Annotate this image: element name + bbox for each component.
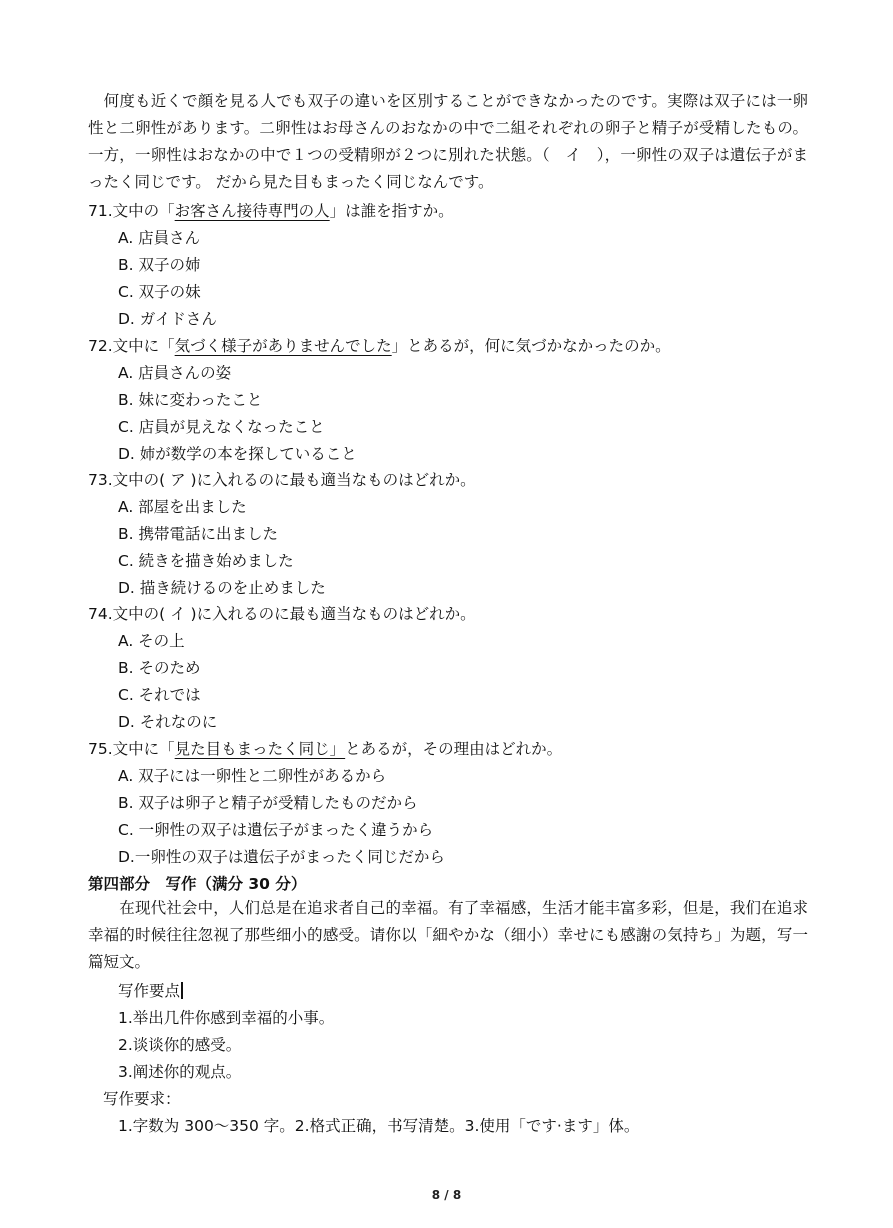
- question-stem-pre: 71.文中の「: [88, 202, 175, 220]
- option-73-d: D. 描き続けるのを止めました: [118, 579, 326, 597]
- question-underlined-phrase: お客さん接待専門の人: [174, 202, 330, 220]
- question-stem-post: とあるが，その理由はどれか。: [345, 740, 563, 758]
- option-75-c: C. 一卵性の双子は遺伝子がまったく違うから: [118, 821, 434, 839]
- question-71: [88, 200, 454, 222]
- option-72-c: C. 店員が見えなくなったこと: [118, 418, 325, 436]
- question-stem-post: 」とあるが，何に気づかなかったのか。: [391, 337, 671, 355]
- option-72-d: D. 姉が数学の本を探していること: [118, 445, 357, 463]
- writing-point-1: 1.举出几件你感到幸福的小事。: [118, 1009, 335, 1027]
- question-underlined-phrase: 見た目もまったく同じ」: [174, 740, 346, 758]
- question-stem-post: 」は誰を指すか。: [329, 202, 454, 220]
- page-number: 8 / 8: [431, 1188, 462, 1202]
- question-75: [88, 738, 562, 760]
- question-74: [88, 603, 476, 625]
- text-cursor: [181, 982, 183, 999]
- option-74-b: B. そのため: [118, 659, 201, 677]
- writing-points-title: 写作要点: [118, 980, 183, 1002]
- question-stem-pre: 75.文中に「: [88, 740, 175, 758]
- option-73-a: A. 部屋を出ました: [118, 498, 247, 516]
- question-stem-pre: 73.文中の( ア )に入れるのに最も適当なものはどれか。: [88, 471, 476, 489]
- option-75-b: B. 双子は卵子と精子が受精したものだから: [118, 794, 418, 812]
- question-72: [88, 335, 671, 357]
- section-heading: 第四部分 写作（满分 30 分）: [88, 875, 307, 893]
- question-underlined-phrase: 気づく様子がありませんでした: [174, 337, 392, 355]
- writing-requirements-text: 1.字数为 300～350 字。2.格式正确，书写清楚。3.使用「です·ます」体。: [118, 1117, 640, 1135]
- option-72-a: A. 店員さんの姿: [118, 364, 232, 382]
- option-72-b: B. 妹に変わったこと: [118, 391, 263, 409]
- option-73-c: C. 続きを描き始めました: [118, 552, 294, 570]
- writing-point-3: 3.阐述你的观点。: [118, 1063, 242, 1081]
- option-74-d: D. それなのに: [118, 713, 218, 731]
- option-75-a: A. 双子には一卵性と二卵性があるから: [118, 767, 387, 785]
- option-71-a: A. 店員さん: [118, 229, 201, 247]
- option-71-c: C. 双子の妹: [118, 283, 201, 301]
- passage-paragraph: 何度も近くで顔を見る人でも双子の違いを区別することができなかったのです。実際は双子には一卵性と二卵性があります。二卵性はお母さんのおなかの中で二組それぞれの卵子と精子が受精したもの。一方，一卵性はおなかの中で１つの受精卵が２つに別れた状態。（ イ ），一卵性の双子は遺伝子がまったく同じです。 だから見た目もまったく同じなんです。: [88, 92, 808, 191]
- option-71-d: D. ガイドさん: [118, 310, 217, 328]
- writing-prompt: 在现代社会中，人们总是在追求者自己的幸福。有了幸福感，生活才能丰富多彩，但是，我们在追求幸福的时候往往忽视了那些细小的感受。请你以「細やかな（细小）幸せにも感謝の気持ち」为题，写一篇短文。: [88, 899, 808, 971]
- option-74-a: A. その上: [118, 632, 185, 650]
- option-74-c: C. それでは: [118, 686, 201, 704]
- option-75-d: D.一卵性の双子は遺伝子がまったく同じだから: [118, 848, 445, 866]
- option-71-b: B. 双子の姉: [118, 256, 201, 274]
- question-73: [88, 469, 476, 491]
- question-stem-pre: 74.文中の( イ )に入れるのに最も適当なものはどれか。: [88, 605, 476, 623]
- question-stem-pre: 72.文中に「: [88, 337, 175, 355]
- writing-point-2: 2.谈谈你的感受。: [118, 1036, 242, 1054]
- option-73-b: B. 携帯電話に出ました: [118, 525, 278, 543]
- writing-requirements-title: 写作要求：: [103, 1090, 181, 1108]
